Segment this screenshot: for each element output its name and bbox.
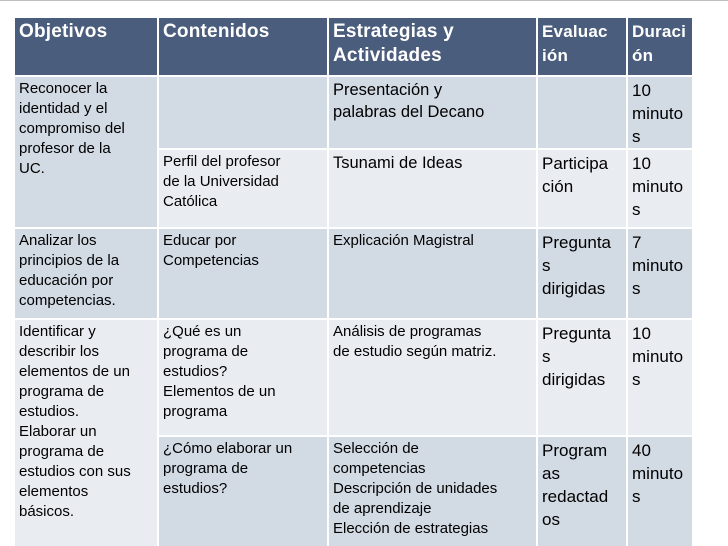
header-estrategias: Estrategias y Actividades xyxy=(328,17,537,76)
cell-evaluacion: Pregunta s dirigidas xyxy=(537,228,627,319)
header-contenidos: Contenidos xyxy=(158,17,328,76)
cell-estrategia: Selección de competencias Descripción de unidades de aprendizaje Elección de estrategias xyxy=(328,436,537,546)
header-duracion: Duraci ón xyxy=(627,17,693,76)
cell-estrategia: Presentación y palabras del Decano xyxy=(328,76,537,149)
header-evaluacion: Evaluac ión xyxy=(537,17,627,76)
cell-estrategia: Análisis de programas de estudio según matriz. xyxy=(328,319,537,436)
cell-contenido: Perfil del profesor de la Universidad Católica xyxy=(158,149,328,228)
cell-duracion: 10 minuto s xyxy=(627,76,693,149)
cell-duracion: 7 minuto s xyxy=(627,228,693,319)
cell-duracion: 40 minuto s xyxy=(627,436,693,546)
cell-estrategia: Explicación Magistral xyxy=(328,228,537,319)
cell-contenido xyxy=(158,76,328,149)
cell-duracion: 10 minuto s xyxy=(627,149,693,228)
cell-duracion: 10 minuto s xyxy=(627,319,693,436)
cell-objetivo: Identificar y describir los elementos de un programa de estudios. Elaborar un programa de estudios con sus elementos básicos. xyxy=(14,319,158,546)
cell-evaluacion xyxy=(537,76,627,149)
cell-estrategia: Tsunami de Ideas xyxy=(328,149,537,228)
cell-evaluacion: Pregunta s dirigidas xyxy=(537,319,627,436)
cell-contenido: ¿Qué es un programa de estudios? Elementos de un programa xyxy=(158,319,328,436)
cell-objetivo: Analizar los principios de la educación por competencias. xyxy=(14,228,158,319)
cell-evaluacion: Program as redactad os xyxy=(537,436,627,546)
cell-contenido: Educar por Competencias xyxy=(158,228,328,319)
header-objetivos: Objetivos xyxy=(14,17,158,76)
cell-contenido: ¿Cómo elaborar un programa de estudios? xyxy=(158,436,328,546)
table-row xyxy=(14,319,693,436)
table-row xyxy=(14,76,693,149)
cell-evaluacion: Participa ción xyxy=(537,149,627,228)
cell-objetivo: Reconocer la identidad y el compromiso del profesor de la UC. xyxy=(14,76,158,228)
slide-top-border xyxy=(0,0,728,1)
table-header-row xyxy=(14,17,693,76)
table-row xyxy=(14,228,693,319)
course-plan-table xyxy=(13,16,694,546)
